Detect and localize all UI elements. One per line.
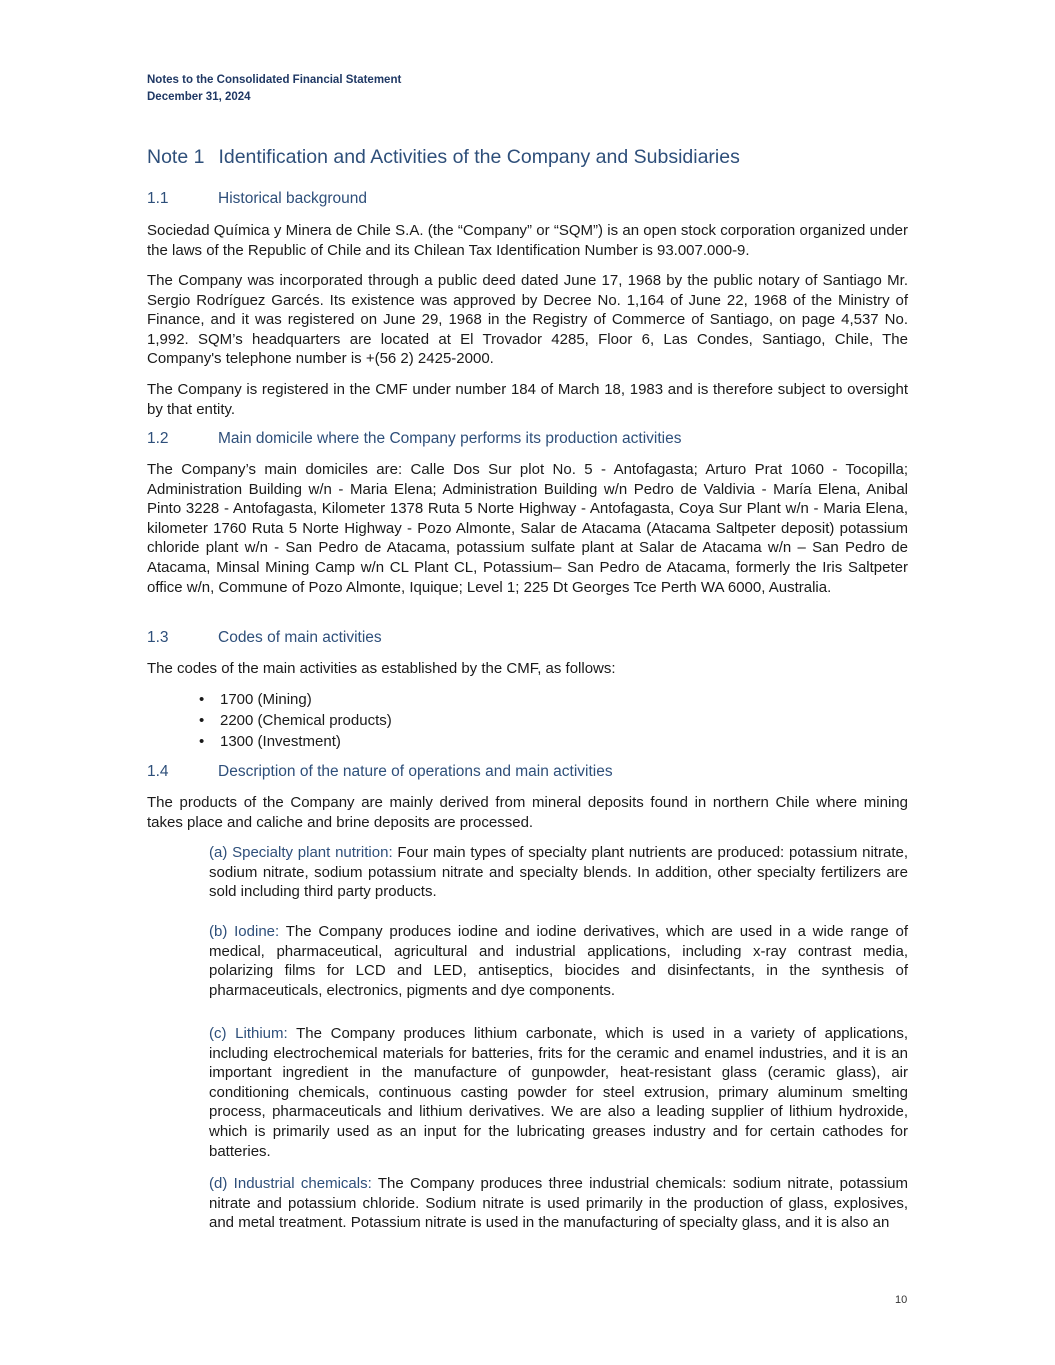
list-item-text: 1700 (Mining) bbox=[220, 691, 312, 708]
list-item bbox=[147, 731, 392, 752]
section-title: Main domicile where the Company performs its production activities bbox=[218, 430, 682, 447]
note-number: Note 1 bbox=[147, 146, 205, 168]
paragraph-company-identity: Sociedad Química y Minera de Chile S.A. (the “Company” or “SQM”) is an open stock corporation organized under the laws of the Republic of Chile and its Chilean Tax Identification Number is 93.007.000-9. bbox=[147, 222, 908, 259]
section-number: 1.4 bbox=[147, 763, 169, 780]
paragraph-domiciles: The Company’s main domiciles are: Calle Dos Sur plot No. 5 - Antofagasta; Arturo Prat 1060 - Tocopilla; Administration Building w/n - Maria Elena; Administration Building w/n Pedro de Valdivia - María Elena, Anibal Pinto 3228 - Antofagasta, Kilometer 1378 Ruta 5 Norte Highway - Antofagasta, Coya Sur Plant w/n - Maria Elena, kilometer 1760 Ruta 5 Norte Highway - Pozo Almonte, Salar de Atacama (Atacama Saltpeter deposit) potassium chloride plant w/n - San Pedro de Atacama, potassium sulfate plant at Salar de Atacama w/n – San Pedro de Atacama, Minsal Mining Camp w/n CL Plant CL, Potassium– San Pedro de Atacama, formerly the Iris Saltpeter office w/n, Commune of Pozo Almonte, Iquique; Level 1; 225 Dt Georges Tce Perth WA 6000, Australia. bbox=[147, 461, 908, 596]
section-title: Description of the nature of operations and main activities bbox=[218, 763, 613, 780]
product-line-label: (a) Specialty plant nutrition: bbox=[209, 844, 393, 861]
list-item-text: 1300 (Investment) bbox=[220, 733, 341, 750]
running-header bbox=[147, 72, 401, 106]
list-item bbox=[147, 689, 392, 710]
section-title: Codes of main activities bbox=[218, 629, 382, 646]
product-line-text: Four main types of specialty plant nutrients are produced: potassium nitrate, sodium nitrate, sodium potassium nitrate and specialty blends. In addition, other specialty fertilizers are sold including third party products. bbox=[209, 844, 908, 901]
section-number: 1.2 bbox=[147, 430, 169, 447]
list-item-text: 2200 (Chemical products) bbox=[220, 712, 392, 729]
section-1-3-heading bbox=[147, 629, 382, 647]
section-number: 1.1 bbox=[147, 190, 169, 207]
note-title: Identification and Activities of the Company and Subsidiaries bbox=[218, 146, 740, 168]
note-heading bbox=[147, 146, 740, 169]
product-line-industrial-chemicals bbox=[209, 1174, 908, 1233]
product-line-specialty-plant-nutrition bbox=[209, 843, 908, 902]
paragraph-operations-intro: The products of the Company are mainly derived from mineral deposits found in northern Chile where mining takes place and caliche and brine deposits are processed. bbox=[147, 794, 908, 831]
paragraph-incorporation: The Company was incorporated through a public deed dated June 17, 1968 by the public notary of Santiago Mr. Sergio Rodríguez Garcés. Its existence was approved by Decree No. 1,164 of June 22, 1968 of the Ministry of Finance, and it was registered on June 29, 1968 in the Registry of Commerce of Santiago, on page 4,537 No. 1,992. SQM’s headquarters are located at El Trovador 4285, Floor 6, Las Condes, Santiago, Chile, The Company's telephone number is +(56 2) 2425-2000. bbox=[147, 272, 908, 368]
bullet-icon: • bbox=[199, 691, 205, 708]
section-number: 1.3 bbox=[147, 629, 169, 646]
page-number: 10 bbox=[895, 1294, 908, 1306]
product-line-iodine bbox=[209, 922, 908, 1000]
section-title: Historical background bbox=[218, 190, 368, 207]
product-line-text: The Company produces lithium carbonate, which is used in a variety of applications, including electrochemical materials for batteries, frits for the ceramic and enamel industries, and it is an important ingredient in the manufacture of gunpowder, heat-resistant glass (ceramic glass), air conditioning chemicals, continuous casting powder for steel extrusion, primary aluminum smelting process, pharmaceuticals and lithium derivatives. We are also a leading supplier of lithium hydroxide, which is primarily used as an input for the lubricating greases industry and for certain cathodes for batteries. bbox=[209, 1025, 909, 1160]
paragraph-cmf-registration: The Company is registered in the CMF under number 184 of March 18, 1983 and is therefore subject to oversight by that entity. bbox=[147, 381, 908, 418]
product-line-label: (d) Industrial chemicals: bbox=[209, 1175, 372, 1192]
product-line-text: The Company produces three industrial chemicals: sodium nitrate, potassium nitrate and potassium chloride. Sodium nitrate is used primarily in the production of glass, explosives, and metal treatment. Potassium nitrate is used in the manufacturing of specialty glass, and it is also an bbox=[209, 1175, 908, 1232]
activity-codes-list bbox=[147, 689, 392, 752]
paragraph-activity-codes-intro: The codes of the main activities as established by the CMF, as follows: bbox=[147, 660, 616, 677]
header-title: Notes to the Consolidated Financial Statement bbox=[147, 74, 402, 86]
section-1-4-heading bbox=[147, 763, 613, 781]
product-line-label: (b) Iodine: bbox=[209, 923, 280, 940]
section-1-2-heading bbox=[147, 430, 681, 448]
bullet-icon: • bbox=[199, 712, 205, 729]
header-date: December 31, 2024 bbox=[147, 91, 251, 103]
section-1-1-heading bbox=[147, 190, 367, 208]
product-line-lithium bbox=[209, 1024, 908, 1161]
product-line-text: The Company produces iodine and iodine derivatives, which are used in a wide range of medical, pharmaceutical, agricultural and industrial applications, including x-ray contrast media, polarizing films for LCD and LED, antiseptics, biocides and disinfectants, in the synthesis of pharmaceuticals, electronics, pigments and dye components. bbox=[209, 923, 909, 999]
list-item bbox=[147, 710, 392, 731]
product-line-label: (c) Lithium: bbox=[209, 1025, 288, 1042]
bullet-icon: • bbox=[199, 733, 205, 750]
